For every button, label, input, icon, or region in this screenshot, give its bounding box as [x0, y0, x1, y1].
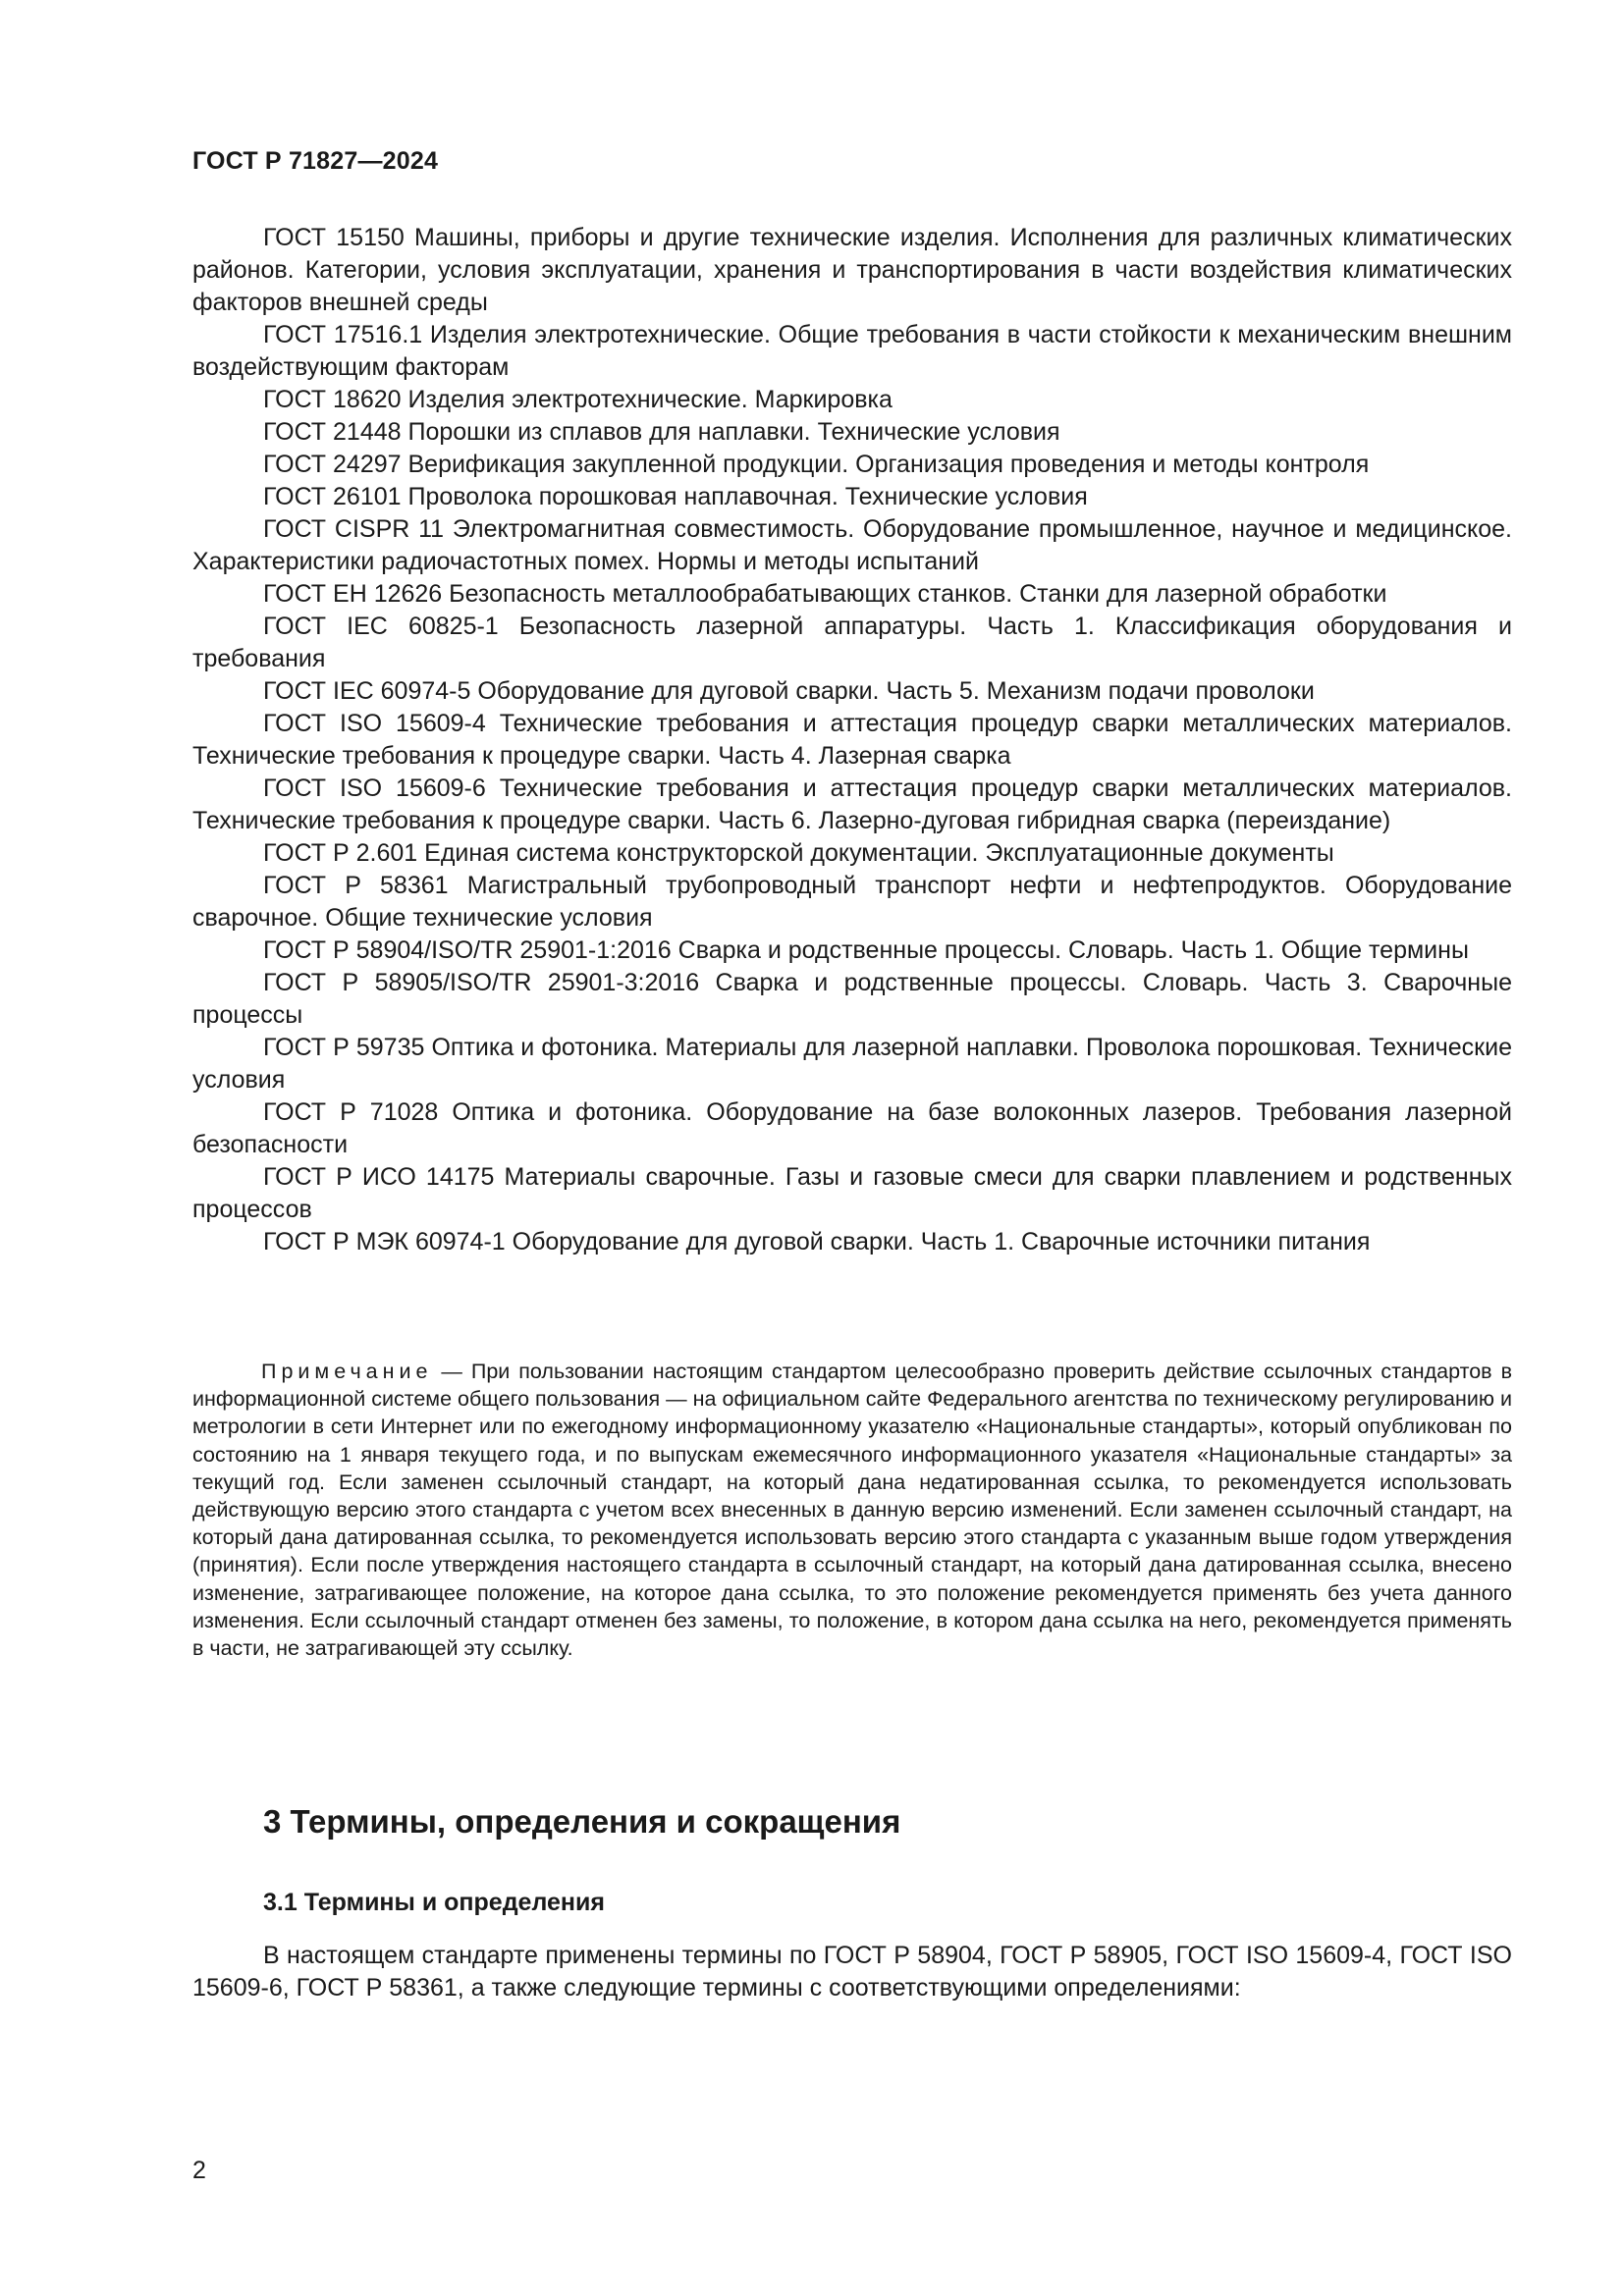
- normative-references-list: [192, 222, 1512, 1258]
- reference-item: ГОСТ Р МЭК 60974-1 Оборудование для дуговой сварки. Часть 1. Сварочные источники питания: [263, 1228, 1371, 1255]
- note-label: Примечание: [261, 1360, 433, 1383]
- reference-item: ГОСТ 26101 Проволока порошковая наплавочная. Технические условия: [263, 483, 1088, 510]
- reference-item: ГОСТ Р 58361 Магистральный трубопроводный транспорт нефти и нефтепродуктов. Оборудование сварочное. Общие технические условия: [192, 872, 1512, 932]
- subsection-title: 3.1 Термины и определения: [263, 1889, 605, 1916]
- reference-item: ГОСТ 17516.1 Изделия электротехнические. Общие требования в части стойкости к механическим внешним воздействующим факторам: [192, 321, 1512, 381]
- reference-item: ГОСТ Р 2.601 Единая система конструкторской документации. Эксплуатационные документы: [263, 839, 1334, 867]
- reference-item: ГОСТ Р 71028 Оптика и фотоника. Оборудование на базе волоконных лазеров. Требования лазерной безопасности: [192, 1098, 1512, 1158]
- note-text: — При пользовании настоящим стандартом целесообразно проверить действие ссылочных стандартов в информационной системе общего пользования — на официальном сайте Федерального агентства по техническому регулированию и метрологии в сети Интернет или по ежегодному информационному указателю «Национальные стандарты», который опубликован по состоянию на 1 января текущего года, и по выпускам ежемесячного информационного указателя «Национальные стандарты» за текущий год. Если заменен ссылочный стандарт, на который дана недатированная ссылка, то рекомендуется использовать действующую версию этого стандарта с учетом всех внесенных в данную версию изменений. Если заменен ссылочный стандарт, на который дана датированная ссылка, то рекомендуется использовать версию этого стандарта с указанным выше годом утверждения (принятия). Если после утверждения настоящего стандарта в ссылочный стандарт, на который дана датированная ссылка, внесено изменение, затрагивающее положение, на которое дана ссылка, то это положение рекомендуется применять без учета данного изменения. Если ссылочный стандарт отменен без замены, то положение, в котором дана ссылка на него, рекомендуется применять в части, не затрагивающей эту ссылку.: [192, 1360, 1512, 1661]
- reference-item: ГОСТ ISO 15609-6 Технические требования и аттестация процедур сварки металлических материалов. Технические требования к процедуре сварки. Часть 6. Лазерно-дуговая гибридная сварка (переиздание): [192, 774, 1512, 834]
- reference-item: ГОСТ 18620 Изделия электротехнические. Маркировка: [263, 386, 893, 413]
- reference-item: ГОСТ Р 58905/ISO/TR 25901-3:2016 Сварка и родственные процессы. Словарь. Часть 3. Сварочные процессы: [192, 969, 1512, 1029]
- page-number: 2: [192, 2157, 206, 2184]
- reference-item: ГОСТ Р 58904/ISO/TR 25901-1:2016 Сварка и родственные процессы. Словарь. Часть 1. Общие термины: [263, 936, 1469, 964]
- section-paragraph: В настоящем стандарте применены термины по ГОСТ Р 58904, ГОСТ Р 58905, ГОСТ ISO 15609-4, ГОСТ ISO 15609-6, ГОСТ Р 58361, а также следующие термины с соответствующими определениями:: [192, 1942, 1512, 2002]
- document-header-code: ГОСТ Р 71827—2024: [192, 147, 439, 175]
- reference-item: ГОСТ 21448 Порошки из сплавов для наплавки. Технические условия: [263, 418, 1060, 446]
- section-title: 3 Термины, определения и сокращения: [263, 1803, 901, 1840]
- reference-item: ГОСТ 24297 Верификация закупленной продукции. Организация проведения и методы контроля: [263, 451, 1370, 478]
- reference-item: ГОСТ 15150 Машины, приборы и другие технические изделия. Исполнения для различных климатических районов. Категории, условия эксплуатации, хранения и транспортирования в части воздействия климатических факторов внешней среды: [192, 224, 1512, 316]
- reference-item: ГОСТ Р 59735 Оптика и фотоника. Материалы для лазерной наплавки. Проволока порошковая. Технические условия: [192, 1034, 1512, 1094]
- reference-item: ГОСТ IEC 60974-5 Оборудование для дуговой сварки. Часть 5. Механизм подачи проволоки: [263, 677, 1315, 705]
- reference-item: ГОСТ CISPR 11 Электромагнитная совместимость. Оборудование промышленное, научное и медицинское. Характеристики радиочастотных помех. Нормы и методы испытаний: [192, 515, 1512, 575]
- reference-item: ГОСТ ISO 15609-4 Технические требования и аттестация процедур сварки металлических материалов. Технические требования к процедуре сварки. Часть 4. Лазерная сварка: [192, 710, 1512, 770]
- reference-item: ГОСТ Р ИСО 14175 Материалы сварочные. Газы и газовые смеси для сварки плавлением и родственных процессов: [192, 1163, 1512, 1223]
- reference-item: ГОСТ ЕН 12626 Безопасность металлообрабатывающих станков. Станки для лазерной обработки: [263, 580, 1387, 608]
- note-paragraph: [192, 1358, 1512, 1662]
- reference-item: ГОСТ IEC 60825-1 Безопасность лазерной аппаратуры. Часть 1. Классификация оборудования и требования: [192, 613, 1512, 672]
